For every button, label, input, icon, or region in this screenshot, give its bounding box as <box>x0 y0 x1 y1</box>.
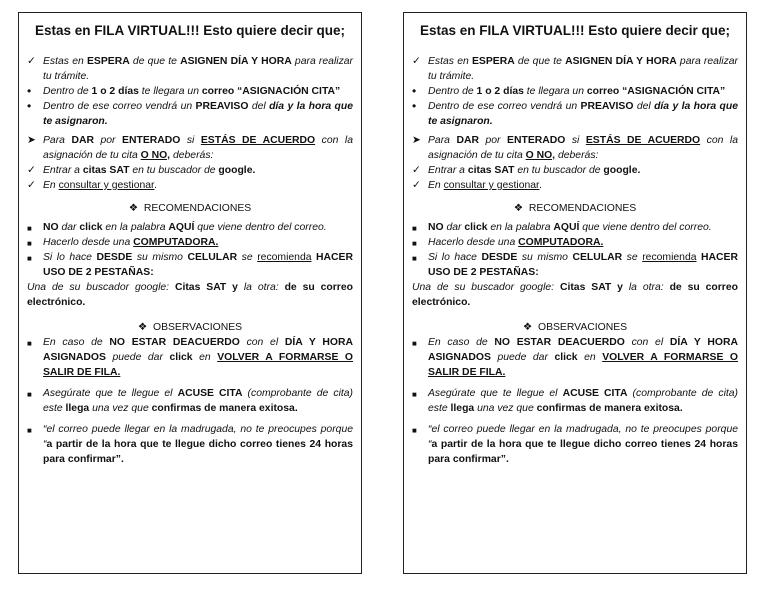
text-run: NO <box>43 222 59 233</box>
text-run: en tu buscador de <box>514 165 604 176</box>
text-run: se <box>622 252 643 263</box>
text-run: por <box>478 135 508 146</box>
text-run: la otra: <box>237 282 285 293</box>
text-run: Para <box>428 135 457 146</box>
text-run: por <box>93 135 123 146</box>
check-item-consultar <box>412 178 738 193</box>
text-run: confirmas de manera exitosa. <box>151 403 298 414</box>
text-run: HACER USO DE 2 PESTAÑAS: <box>428 252 738 278</box>
text-run: si <box>180 135 201 146</box>
text-run: consultar y gestionar <box>443 180 540 191</box>
text-run: HACER USO DE 2 PESTAÑAS: <box>43 252 353 278</box>
bullet-item-preaviso <box>412 99 738 129</box>
text-run: llega <box>450 403 475 414</box>
text-run: puede dar <box>490 352 555 363</box>
text-run: Dentro de ese correo vendrá un <box>43 101 196 112</box>
arrowhead-icon: ➤ <box>27 135 36 146</box>
text-run: “el correo puede llegar en la madrugada, no te preocupes porque “ <box>43 424 353 450</box>
text-run: VOLVER A FORMARSE O SALIR DE FILA. <box>428 352 738 378</box>
info-card-right <box>403 12 747 574</box>
bullet-icon: • <box>412 84 417 98</box>
check-item-citas-sat <box>27 163 353 178</box>
check-item-wait <box>27 54 353 84</box>
paragraph-two-tabs <box>412 280 738 310</box>
text-run: Citas SAT y <box>559 282 623 293</box>
square-item-madrugada-text <box>43 424 353 465</box>
checkmark-icon: ✓ <box>27 180 36 191</box>
square-bullet-icon: ■ <box>412 426 417 435</box>
text-run: ESPERA <box>471 56 515 67</box>
text-run: con el <box>624 337 670 348</box>
text-run: la otra: <box>622 282 670 293</box>
arrow-item-confirm-text <box>428 135 738 161</box>
check-item-consultar <box>27 178 353 193</box>
text-run: recomienda <box>642 252 697 263</box>
text-run: DÍA Y HORA ASIGNADOS <box>428 337 738 363</box>
text-run: . <box>539 180 543 191</box>
text-run: si <box>565 135 586 146</box>
text-run: Si lo hace <box>43 252 97 263</box>
text-run: correo “ASIGNACIÓN CITA” <box>201 86 341 97</box>
square-bullet-icon: ■ <box>412 390 417 399</box>
card-title: Estas en FILA VIRTUAL!!! Esto quiere decir que; <box>419 23 731 38</box>
text-run: O NO, <box>525 150 556 161</box>
text-run: ENTERADO <box>507 135 566 146</box>
observations-heading-text: OBSERVACIONES <box>537 322 628 333</box>
text-run: Entrar a <box>428 165 468 176</box>
recommendations-heading <box>27 201 353 216</box>
bullet-item-email <box>412 84 738 99</box>
bullet-icon: • <box>27 99 32 113</box>
text-run: a partir de la hora que te llegue dicho correo tienes 24 horas para confirmar”. <box>428 439 738 465</box>
checkmark-icon: ✓ <box>27 56 36 67</box>
square-item-computadora-text <box>43 237 218 248</box>
text-run: con la asignación de tu cita <box>428 135 738 161</box>
square-item-acuse-text <box>428 388 738 414</box>
text-run: del <box>248 101 270 112</box>
text-run: Asegúrate que te llegue el <box>43 388 178 399</box>
text-run: Dentro de <box>43 86 92 97</box>
observations-heading-text: OBSERVACIONES <box>152 322 243 333</box>
text-run: llega <box>65 403 90 414</box>
text-run: día y la hora que te asignaron. <box>43 101 353 127</box>
square-bullet-icon: ■ <box>412 339 417 348</box>
square-bullet-icon: ■ <box>27 254 32 263</box>
text-run: 1 o 2 días <box>91 86 139 97</box>
square-bullet-icon: ■ <box>27 224 32 233</box>
text-run: que viene dentro del correo. <box>579 222 712 233</box>
text-run: ACUSE CITA <box>562 388 628 399</box>
square-item-acuse <box>27 386 353 416</box>
text-run: En caso de <box>43 337 110 348</box>
paragraph-two-tabs-text <box>412 282 738 308</box>
text-run: Asegúrate que te llegue el <box>428 388 563 399</box>
square-item-computadora <box>412 235 738 250</box>
square-item-disagree-text <box>428 337 738 378</box>
recommendations-heading-text: RECOMENDACIONES <box>528 203 637 214</box>
text-run: En <box>428 180 444 191</box>
text-run: DESDE <box>96 252 133 263</box>
paragraph-two-tabs-text <box>27 282 353 308</box>
text-run: DAR <box>456 135 479 146</box>
text-run: En caso de <box>428 337 495 348</box>
text-run: para realizar tu trámite. <box>43 56 353 82</box>
text-run: Dentro de <box>428 86 477 97</box>
text-run: DÍA Y HORA ASIGNADOS <box>43 337 353 363</box>
square-item-acuse <box>412 386 738 416</box>
text-run: AQUÍ <box>168 222 195 233</box>
observations-heading <box>27 320 353 335</box>
square-item-madrugada <box>27 422 353 467</box>
text-run: citas SAT <box>467 165 515 176</box>
text-run: google. <box>603 165 641 176</box>
square-bullet-icon: ■ <box>27 339 32 348</box>
text-run: Hacerlo desde una <box>428 237 519 248</box>
text-run: Estas en <box>43 56 87 67</box>
text-run: AQUÍ <box>553 222 580 233</box>
text-run: su mismo <box>517 252 573 263</box>
arrowhead-icon: ➤ <box>412 135 421 146</box>
text-run: en tu buscador de <box>129 165 219 176</box>
recommendations-heading <box>412 201 738 216</box>
square-item-no-click-text <box>428 222 712 233</box>
square-item-no-click <box>27 220 353 235</box>
bullet-item-preaviso-text <box>428 101 738 127</box>
text-run: Citas SAT y <box>174 282 238 293</box>
diamond-icon: ❖ <box>128 203 139 214</box>
text-run: . <box>154 180 158 191</box>
text-run: una vez que <box>89 403 152 414</box>
text-run: te llegara un <box>523 86 587 97</box>
text-run: Una de su buscador google: <box>412 282 560 293</box>
bullet-icon: • <box>412 99 417 113</box>
paragraph-two-tabs <box>27 280 353 310</box>
text-run: Una de su buscador google: <box>27 282 175 293</box>
text-run: VOLVER A FORMARSE O SALIR DE FILA. <box>43 352 353 378</box>
square-item-computadora-text <box>428 237 603 248</box>
square-bullet-icon: ■ <box>27 390 32 399</box>
arrow-item-confirm <box>27 133 353 163</box>
text-run: día y la hora que te asignaron. <box>428 101 738 127</box>
text-run: deberás: <box>170 150 214 161</box>
arrow-item-confirm <box>412 133 738 163</box>
bullet-icon: • <box>27 84 32 98</box>
text-run: de su correo electrónico. <box>412 282 738 308</box>
square-item-celular <box>27 250 353 280</box>
bullet-item-preaviso <box>27 99 353 129</box>
text-run: NO ESTAR DEACUERDO <box>109 337 240 348</box>
text-run: en <box>192 352 218 363</box>
square-bullet-icon: ■ <box>412 254 417 263</box>
text-run: Estas en <box>428 56 472 67</box>
text-run: click <box>169 352 193 363</box>
check-item-wait-text <box>428 56 738 82</box>
text-run: confirmas de manera exitosa. <box>536 403 683 414</box>
text-run: Entrar a <box>43 165 83 176</box>
square-item-disagree-text <box>43 337 353 378</box>
text-run: ESTÁS DE ACUERDO <box>585 135 701 146</box>
text-run: Dentro de ese correo vendrá un <box>428 101 581 112</box>
text-run: En <box>43 180 59 191</box>
text-run: PREAVISO <box>195 101 249 112</box>
bullet-item-email-text <box>428 86 725 97</box>
check-item-citas-sat-text <box>428 165 640 176</box>
bullet-item-preaviso-text <box>43 101 353 127</box>
text-run: en la palabra <box>102 222 169 233</box>
text-run: su mismo <box>132 252 188 263</box>
check-item-wait <box>412 54 738 84</box>
text-run: Hacerlo desde una <box>43 237 134 248</box>
square-item-celular-text <box>43 252 353 278</box>
text-run: con el <box>239 337 285 348</box>
text-run: de que te <box>514 56 566 67</box>
recommendations-heading-text: RECOMENDACIONES <box>143 203 252 214</box>
arrow-item-confirm-text <box>43 135 353 161</box>
text-run: en <box>577 352 603 363</box>
square-item-computadora <box>27 235 353 250</box>
bullet-item-email-text <box>43 86 340 97</box>
text-run: ACUSE CITA <box>177 388 243 399</box>
text-run: ESTÁS DE ACUERDO <box>200 135 316 146</box>
text-run: con la asignación de tu cita <box>43 135 353 161</box>
text-run: click <box>554 352 578 363</box>
text-run: se <box>237 252 258 263</box>
text-run: google. <box>218 165 256 176</box>
square-item-celular-text <box>428 252 738 278</box>
diamond-icon: ❖ <box>513 203 524 214</box>
text-run: click <box>79 222 103 233</box>
diamond-icon: ❖ <box>522 322 533 333</box>
check-item-wait-text <box>43 56 353 82</box>
checkmark-icon: ✓ <box>412 180 421 191</box>
text-run: para realizar tu trámite. <box>428 56 738 82</box>
card-title: Estas en FILA VIRTUAL!!! Esto quiere decir que; <box>34 23 346 38</box>
text-run: (comprobante de cita) este <box>43 388 353 414</box>
text-run: 1 o 2 días <box>476 86 524 97</box>
text-run: PREAVISO <box>580 101 634 112</box>
text-run: NO ESTAR DEACUERDO <box>494 337 625 348</box>
checkmark-icon: ✓ <box>27 165 36 176</box>
square-item-disagree <box>412 335 738 380</box>
square-item-disagree <box>27 335 353 380</box>
text-run: ASIGNEN DÍA Y HORA <box>180 56 292 67</box>
text-run: (comprobante de cita) este <box>428 388 738 414</box>
check-item-citas-sat <box>412 163 738 178</box>
text-run: dar <box>58 222 80 233</box>
text-run: te llegara un <box>138 86 202 97</box>
text-run: COMPUTADORA. <box>518 237 604 248</box>
check-item-consultar-text <box>43 180 157 191</box>
square-bullet-icon: ■ <box>412 224 417 233</box>
text-run: citas SAT <box>82 165 130 176</box>
checkmark-icon: ✓ <box>412 165 421 176</box>
text-run: de su correo electrónico. <box>27 282 353 308</box>
text-run: que viene dentro del correo. <box>194 222 327 233</box>
text-run: ESPERA <box>86 56 130 67</box>
text-run: en la palabra <box>487 222 554 233</box>
text-run: O NO, <box>140 150 171 161</box>
bullet-item-email <box>27 84 353 99</box>
text-run: COMPUTADORA. <box>133 237 219 248</box>
square-item-celular <box>412 250 738 280</box>
text-run: CELULAR <box>187 252 238 263</box>
square-bullet-icon: ■ <box>27 239 32 248</box>
text-run: Si lo hace <box>428 252 482 263</box>
text-run: ASIGNEN DÍA Y HORA <box>565 56 677 67</box>
diamond-icon: ❖ <box>137 322 148 333</box>
observations-heading <box>412 320 738 335</box>
text-run: dar <box>443 222 465 233</box>
text-run: de que te <box>129 56 181 67</box>
square-item-acuse-text <box>43 388 353 414</box>
text-run: recomienda <box>257 252 312 263</box>
text-run: consultar y gestionar <box>58 180 155 191</box>
square-item-no-click <box>412 220 738 235</box>
square-bullet-icon: ■ <box>27 426 32 435</box>
text-run: DAR <box>71 135 94 146</box>
check-item-citas-sat-text <box>43 165 255 176</box>
square-item-no-click-text <box>43 222 327 233</box>
text-run: Para <box>43 135 72 146</box>
text-run: DESDE <box>481 252 518 263</box>
text-run: “el correo puede llegar en la madrugada, no te preocupes porque “ <box>428 424 738 450</box>
text-run: a partir de la hora que te llegue dicho correo tienes 24 horas para confirmar”. <box>43 439 353 465</box>
info-card-left <box>18 12 362 574</box>
square-item-madrugada-text <box>428 424 738 465</box>
text-run: del <box>633 101 655 112</box>
square-bullet-icon: ■ <box>412 239 417 248</box>
text-run: correo “ASIGNACIÓN CITA” <box>586 86 726 97</box>
text-run: una vez que <box>474 403 537 414</box>
text-run: deberás: <box>555 150 599 161</box>
text-run: click <box>464 222 488 233</box>
square-item-madrugada <box>412 422 738 467</box>
text-run: NO <box>428 222 444 233</box>
text-run: CELULAR <box>572 252 623 263</box>
text-run: puede dar <box>105 352 170 363</box>
check-item-consultar-text <box>428 180 542 191</box>
checkmark-icon: ✓ <box>412 56 421 67</box>
text-run: ENTERADO <box>122 135 181 146</box>
